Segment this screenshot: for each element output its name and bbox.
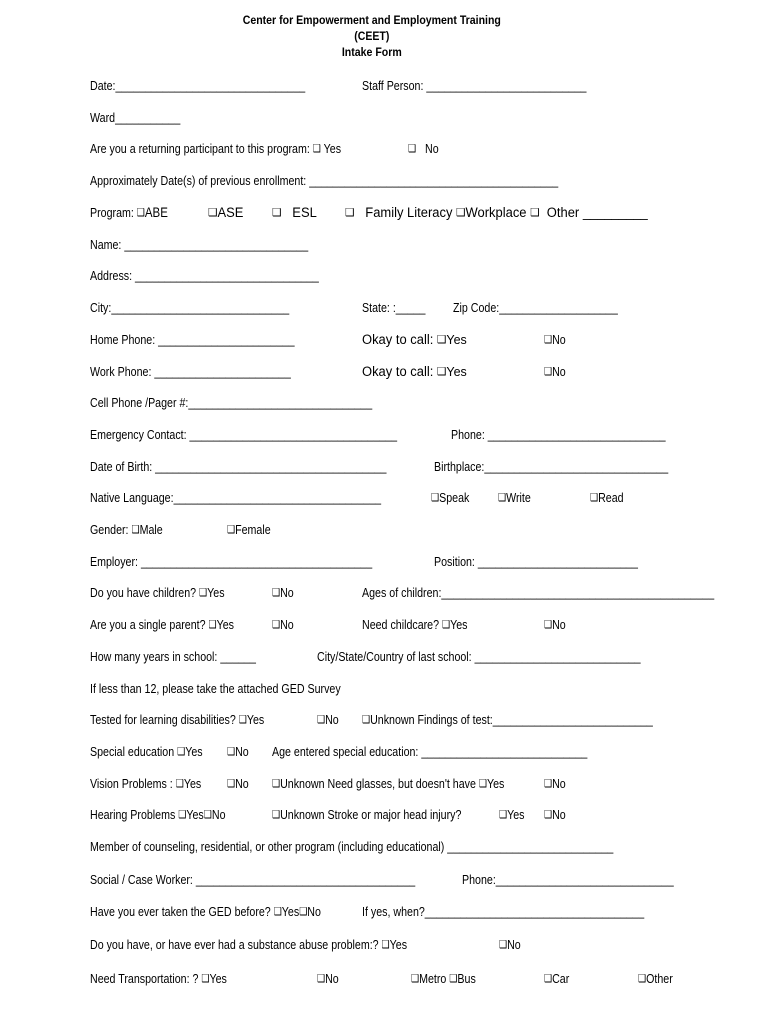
gender-row: Gender: ❑Male bbox=[90, 522, 163, 537]
single-parent-no-option: ❑No bbox=[272, 617, 294, 632]
substance-no-checkbox[interactable]: ❑ bbox=[499, 939, 508, 951]
childcare-yes-checkbox[interactable]: ❑ bbox=[442, 619, 451, 631]
ages-of-children-field[interactable]: Ages of children:______________________________________________ bbox=[362, 585, 715, 600]
transportation-row: Need Transportation: ? ❑Yes bbox=[90, 971, 227, 986]
speak-checkbox[interactable]: ❑ bbox=[431, 492, 440, 504]
vision-yes-checkbox[interactable]: ❑ bbox=[175, 778, 184, 790]
other-program-checkbox[interactable]: ❑ bbox=[530, 207, 540, 219]
returning-participant-row: Are you a returning participant to this program: ❑ Yes bbox=[90, 141, 342, 156]
tested-unknown-checkbox[interactable]: ❑ bbox=[362, 714, 371, 726]
children-no-option: ❑No bbox=[272, 585, 294, 600]
date-of-birth-field[interactable]: Date of Birth: _______________________________________ bbox=[90, 459, 387, 474]
substance-yes-checkbox[interactable]: ❑ bbox=[381, 939, 390, 951]
metro-checkbox[interactable]: ❑ bbox=[411, 973, 420, 985]
write-checkbox[interactable]: ❑ bbox=[498, 492, 507, 504]
glasses-yes-checkbox[interactable]: ❑ bbox=[478, 778, 487, 790]
vision-row: Vision Problems : ❑Yes bbox=[90, 776, 202, 791]
ged-survey-note: If less than 12, please take the attached GED Survey bbox=[90, 681, 341, 696]
substance-abuse-row: Do you have, or have ever had a substance abuse problem:? ❑Yes bbox=[90, 937, 408, 952]
transport-other-checkbox[interactable]: ❑ bbox=[638, 973, 647, 985]
staff-person-field[interactable]: Staff Person: ___________________________ bbox=[362, 78, 587, 93]
read-checkbox[interactable]: ❑ bbox=[590, 492, 599, 504]
home-call-yes-checkbox[interactable]: ❑ bbox=[436, 334, 447, 346]
form-subtitle: Intake Form bbox=[341, 45, 402, 59]
stroke-yes-option: ❑Yes bbox=[499, 807, 525, 822]
children-row: Do you have children? ❑Yes bbox=[90, 585, 225, 600]
transport-no-option: ❑No bbox=[317, 971, 339, 986]
stroke-no-option: ❑No bbox=[544, 807, 566, 822]
hearing-unknown-option: ❑Unknown Stroke or major head injury? bbox=[272, 807, 462, 822]
employer-field[interactable]: Employer: _______________________________________ bbox=[90, 554, 373, 569]
esl-option: ❑ ESL bbox=[272, 205, 317, 220]
previous-enrollment-field[interactable]: Approximately Date(s) of previous enrollment: __________________________________________ bbox=[90, 173, 559, 188]
transport-metro-bus-option: ❑Metro ❑Bus bbox=[411, 971, 476, 986]
workplace-checkbox[interactable]: ❑ bbox=[456, 207, 466, 219]
home-phone-field[interactable]: Home Phone: _______________________ bbox=[90, 332, 295, 347]
childcare-no-checkbox[interactable]: ❑ bbox=[544, 619, 553, 631]
abe-checkbox[interactable]: ❑ bbox=[136, 207, 145, 219]
male-checkbox[interactable]: ❑ bbox=[131, 524, 140, 536]
cell-phone-field[interactable]: Cell Phone /Pager #:_______________________________ bbox=[90, 395, 373, 410]
write-option: ❑Write bbox=[498, 490, 531, 505]
stroke-yes-checkbox[interactable]: ❑ bbox=[499, 809, 508, 821]
name-field[interactable]: Name: _______________________________ bbox=[90, 237, 309, 252]
work-call-yes-checkbox[interactable]: ❑ bbox=[436, 366, 447, 378]
years-in-school-field[interactable]: How many years in school: ______ bbox=[90, 649, 256, 664]
single-parent-row: Are you a single parent? ❑Yes bbox=[90, 617, 235, 632]
age-special-ed-field[interactable]: Age entered special education: ____________________________ bbox=[272, 744, 588, 759]
ged-before-row: Have you ever taken the GED before? ❑Yes❑No bbox=[90, 904, 321, 919]
family-literacy-option: ❑ Family Literacy ❑Workplace ❑ Other _________ bbox=[345, 205, 648, 220]
single-parent-no-checkbox[interactable]: ❑ bbox=[272, 619, 281, 631]
substance-no-option: ❑No bbox=[499, 937, 521, 952]
female-option: ❑Female bbox=[227, 522, 271, 537]
car-checkbox[interactable]: ❑ bbox=[544, 973, 553, 985]
children-yes-checkbox[interactable]: ❑ bbox=[199, 587, 208, 599]
returning-no-checkbox[interactable]: ❑ bbox=[408, 143, 417, 155]
vision-unknown-checkbox[interactable]: ❑ bbox=[272, 778, 281, 790]
hearing-unknown-checkbox[interactable]: ❑ bbox=[272, 809, 281, 821]
childcare-row: Need childcare? ❑Yes bbox=[362, 617, 468, 632]
work-phone-field[interactable]: Work Phone: _______________________ bbox=[90, 364, 291, 379]
tested-yes-checkbox[interactable]: ❑ bbox=[238, 714, 247, 726]
address-field[interactable]: Address: _______________________________ bbox=[90, 268, 319, 283]
form-title: Center for Empowerment and Employment Training bbox=[242, 13, 501, 27]
hearing-row: Hearing Problems ❑Yes❑No bbox=[90, 807, 226, 822]
returning-yes-checkbox[interactable]: ❑ bbox=[312, 143, 321, 155]
city-field[interactable]: City:______________________________ bbox=[90, 300, 290, 315]
date-field[interactable]: Date:________________________________ bbox=[90, 78, 306, 93]
glasses-no-option: ❑No bbox=[544, 776, 566, 791]
counseling-program-field[interactable]: Member of counseling, residential, or other program (including educational) ____________________________ bbox=[90, 839, 614, 854]
ged-when-field[interactable]: If yes, when?_____________________________________ bbox=[362, 904, 645, 919]
transport-other-option: ❑Other bbox=[638, 971, 673, 986]
family-literacy-checkbox[interactable]: ❑ bbox=[345, 207, 355, 219]
case-worker-phone-field[interactable]: Phone:______________________________ bbox=[462, 872, 674, 887]
ged-yes-checkbox[interactable]: ❑ bbox=[273, 906, 282, 918]
ward-field[interactable]: Ward___________ bbox=[90, 110, 181, 125]
returning-no-option: ❑ No bbox=[408, 141, 439, 156]
ase-option: ❑ASE bbox=[208, 205, 244, 220]
childcare-no-option: ❑No bbox=[544, 617, 566, 632]
work-okay-to-call: Okay to call: ❑Yes bbox=[362, 364, 467, 379]
tested-row: Tested for learning disabilities? ❑Yes bbox=[90, 712, 265, 727]
emergency-phone-field[interactable]: Phone: ______________________________ bbox=[451, 427, 666, 442]
case-worker-field[interactable]: Social / Case Worker: _____________________________________ bbox=[90, 872, 416, 887]
transport-yes-checkbox[interactable]: ❑ bbox=[201, 973, 210, 985]
zip-code-field[interactable]: Zip Code:____________________ bbox=[453, 300, 618, 315]
tested-unknown-option: ❑Unknown Findings of test:___________________________ bbox=[362, 712, 653, 727]
vision-no-checkbox[interactable]: ❑ bbox=[227, 778, 236, 790]
single-parent-yes-checkbox[interactable]: ❑ bbox=[208, 619, 217, 631]
home-okay-to-call: Okay to call: ❑Yes bbox=[362, 332, 467, 347]
esl-checkbox[interactable]: ❑ bbox=[272, 207, 282, 219]
home-call-no-checkbox[interactable]: ❑ bbox=[544, 334, 553, 346]
state-field[interactable]: State: :_____ bbox=[362, 300, 426, 315]
vision-no-option: ❑No bbox=[227, 776, 249, 791]
female-checkbox[interactable]: ❑ bbox=[227, 524, 236, 536]
special-ed-no-option: ❑No bbox=[227, 744, 249, 759]
children-no-checkbox[interactable]: ❑ bbox=[272, 587, 281, 599]
glasses-no-checkbox[interactable]: ❑ bbox=[544, 778, 553, 790]
bus-checkbox[interactable]: ❑ bbox=[449, 973, 458, 985]
tested-no-option: ❑No bbox=[317, 712, 339, 727]
transport-car-option: ❑Car bbox=[544, 971, 570, 986]
native-language-field[interactable]: Native Language:___________________________________ bbox=[90, 490, 382, 505]
birthplace-field[interactable]: Birthplace:_______________________________ bbox=[434, 459, 669, 474]
work-call-no-checkbox[interactable]: ❑ bbox=[544, 366, 553, 378]
special-ed-yes-checkbox[interactable]: ❑ bbox=[177, 746, 186, 758]
last-school-field[interactable]: City/State/Country of last school: ____________________________ bbox=[317, 649, 641, 664]
tested-no-checkbox[interactable]: ❑ bbox=[317, 714, 326, 726]
speak-option: ❑Speak bbox=[431, 490, 470, 505]
stroke-no-checkbox[interactable]: ❑ bbox=[544, 809, 553, 821]
home-call-no-option: ❑No bbox=[544, 332, 566, 347]
special-education-row: Special education ❑Yes bbox=[90, 744, 203, 759]
ged-no-checkbox[interactable]: ❑ bbox=[299, 906, 308, 918]
work-call-no-option: ❑No bbox=[544, 364, 566, 379]
emergency-contact-field[interactable]: Emergency Contact: ___________________________________ bbox=[90, 427, 398, 442]
form-acronym: (CEET) bbox=[354, 29, 390, 43]
position-field[interactable]: Position: ___________________________ bbox=[434, 554, 638, 569]
transport-no-checkbox[interactable]: ❑ bbox=[317, 973, 326, 985]
special-ed-no-checkbox[interactable]: ❑ bbox=[227, 746, 236, 758]
vision-unknown-option: ❑Unknown Need glasses, but doesn't have ❑Yes bbox=[272, 776, 505, 791]
ase-checkbox[interactable]: ❑ bbox=[208, 207, 218, 219]
read-option: ❑Read bbox=[590, 490, 624, 505]
program-label-row: Program: ❑ABE bbox=[90, 204, 168, 220]
hearing-yes-checkbox[interactable]: ❑ bbox=[178, 809, 187, 821]
hearing-no-checkbox[interactable]: ❑ bbox=[203, 809, 212, 821]
